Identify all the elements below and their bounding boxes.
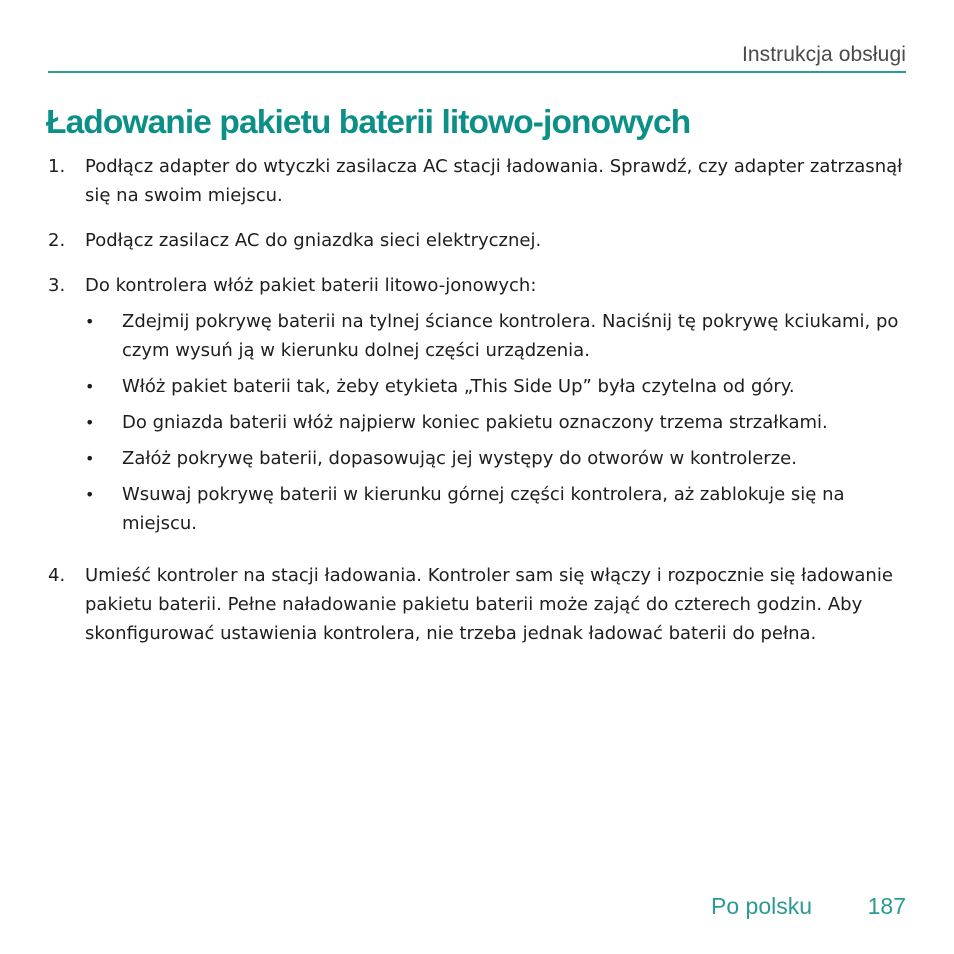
step-text: Podłącz zasilacz AC do gniazdka sieci elektrycznej. <box>85 230 542 251</box>
step-body <box>85 271 910 545</box>
footer-page-number: 187 <box>867 893 906 919</box>
bullet-item <box>85 372 910 401</box>
bullet-mark: • <box>85 449 95 468</box>
step-text: Podłącz adapter do wtyczki zasilacza AC stacji ładowania. Sprawdź, czy adapter zatrzasnął się na swoim miejscu. <box>85 156 903 206</box>
bullet-item <box>85 408 910 437</box>
footer-language: Po polsku <box>711 893 813 919</box>
content <box>48 152 910 664</box>
header-label: Instrukcja obsługi <box>741 43 906 66</box>
bullet-mark: • <box>85 485 95 504</box>
step-1 <box>48 152 910 210</box>
bullet-text: Załóż pokrywę baterii, dopasowując jej występy do otworów w kontrolerze. <box>122 448 797 469</box>
bullet-text: Do gniazda baterii włóż najpierw koniec pakietu oznaczony trzema strzałkami. <box>122 412 828 433</box>
bullet-mark: • <box>85 413 95 432</box>
step-number: 3. <box>48 275 66 296</box>
bullet-item <box>85 480 910 538</box>
bullet-item <box>85 307 910 365</box>
step-text: Do kontrolera włóż pakiet baterii litowo-jonowych: <box>85 275 537 296</box>
step-number: 4. <box>48 565 66 586</box>
step-4 <box>48 561 910 648</box>
bullet-item <box>85 444 910 473</box>
page-title: Ładowanie pakietu baterii litowo-jonowych <box>46 104 691 141</box>
step-3 <box>48 271 910 545</box>
bullet-mark: • <box>85 312 95 331</box>
step-number: 1. <box>48 156 66 177</box>
header-rule <box>48 71 906 73</box>
step-2 <box>48 226 910 255</box>
bullet-text: Włóż pakiet baterii tak, żeby etykieta „This Side Up” była czytelna od góry. <box>122 376 795 397</box>
step-number: 2. <box>48 230 66 251</box>
bullet-mark: • <box>85 377 95 396</box>
bullet-text: Wsuwaj pokrywę baterii w kierunku górnej części kontrolera, aż zablokuje się na miejscu. <box>122 484 845 534</box>
step-text: Umieść kontroler na stacji ładowania. Kontroler sam się włączy i rozpocznie się ładowanie pakietu baterii. Pełne naładowanie pakietu baterii może zająć do czterech godzin. Aby skonfigurować ustawienia kontrolera, nie trzeba jednak ładować baterii do pełna. <box>85 565 893 644</box>
bullet-text: Zdejmij pokrywę baterii na tylnej ściance kontrolera. Naciśnij tę pokrywę kciukami, po czym wysuń ją w kierunku dolnej części urządzenia. <box>122 311 899 361</box>
bullet-list <box>85 307 910 538</box>
